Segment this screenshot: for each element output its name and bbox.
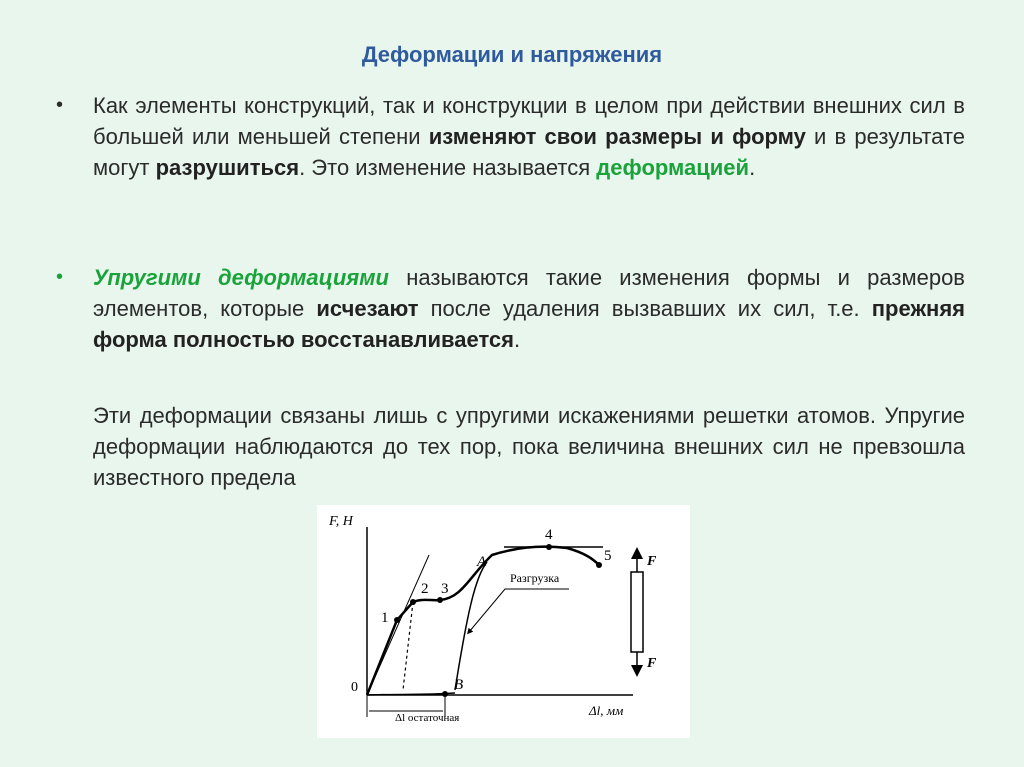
force-label-top: F <box>647 554 657 569</box>
point-3 <box>437 597 443 603</box>
x-axis-label: Δl, мм <box>589 703 624 718</box>
p1-text-1: Как элементы конструкций, так и конструкции в целом при действии внешних сил в большей или меньшей степени <box>93 93 965 149</box>
p2-bold-restored: прежняя форма полностью восстанавливается <box>93 296 965 352</box>
unload-label: Разгрузка <box>510 571 560 585</box>
paragraph-elastic-deformation <box>93 262 965 355</box>
unload-leader <box>469 589 569 632</box>
point-label-3: 3 <box>441 581 449 597</box>
p2-text-2: после удаления вызвавших их сил, т.е. <box>418 296 872 321</box>
unloading-parallel <box>403 602 413 690</box>
unloading-curve <box>455 562 487 690</box>
point-label-A: A <box>477 554 487 570</box>
y-axis-label: F, Н <box>329 514 353 529</box>
bullet-1: • <box>56 94 64 116</box>
paragraph-deformation-definition <box>93 90 965 183</box>
point-label-B: B <box>454 677 464 693</box>
point-label-4: 4 <box>545 527 553 543</box>
p1-text-2: и в результате могут <box>93 124 965 180</box>
p1-green-deformation: деформацией <box>596 155 750 180</box>
point-2 <box>410 599 416 605</box>
point-label-5: 5 <box>604 548 612 564</box>
p1-bold-change-size: изменяют свои размеры и форму <box>428 124 806 149</box>
force-label-bottom: F <box>647 656 657 671</box>
residual-label: Δl остаточная <box>395 712 460 724</box>
stress-strain-diagram <box>317 505 690 738</box>
p1-text-3: . Это изменение называется <box>299 155 597 180</box>
paragraph-lattice: Эти деформации связаны лишь с упругими искажениями решетки атомов. Упругие деформации наблюдаются до тех пор, пока величина внешних сил не превзошла известного предела <box>93 403 965 490</box>
p1-bold-break: разрушиться <box>155 155 300 180</box>
point-5 <box>596 562 602 568</box>
point-4 <box>546 544 552 550</box>
p2-text-1: называются такие изменения формы и размеров элементов, которые <box>93 265 965 321</box>
bullet-2: • <box>56 266 64 288</box>
p1-text-4: . <box>749 155 756 180</box>
p2-green-elastic: Упругими деформациями <box>93 265 389 290</box>
p2-text-3: . <box>514 327 521 352</box>
point-1 <box>394 617 400 623</box>
point-label-2: 2 <box>421 581 429 597</box>
specimen-rod <box>631 572 643 652</box>
origin-label: 0 <box>351 680 358 695</box>
point-label-1: 1 <box>381 610 389 626</box>
p2-bold-disappear: исчезают <box>316 296 419 321</box>
slide-title: Деформации и напряжения <box>361 42 663 67</box>
